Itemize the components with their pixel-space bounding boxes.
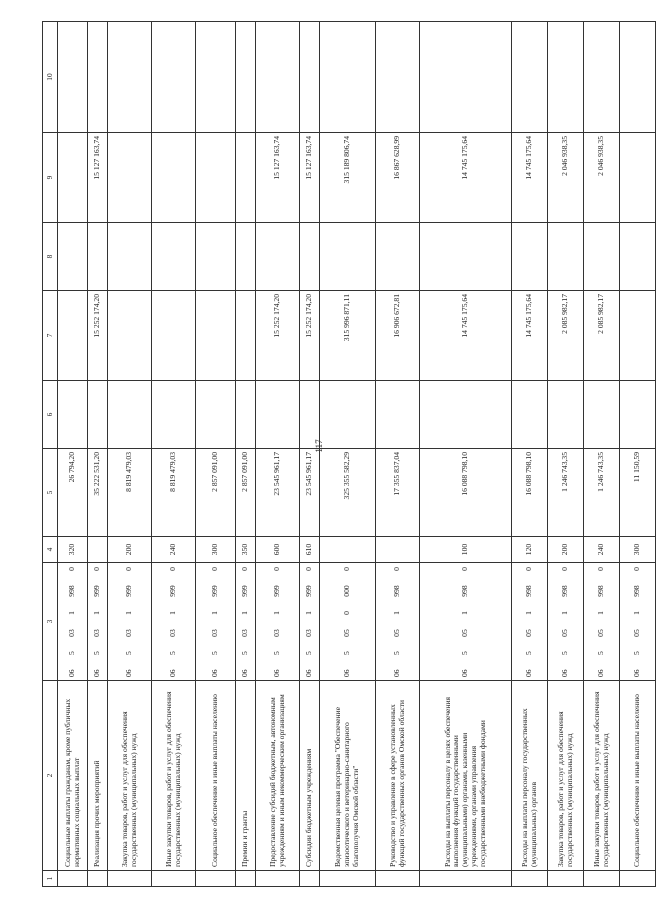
row-code-cell — [196, 563, 236, 681]
code-part: 5 — [168, 651, 178, 656]
code-part: 06 — [240, 669, 250, 677]
code-part: 999 — [92, 585, 102, 597]
row-col6-cell — [376, 381, 420, 449]
header-cell-3: 3 — [43, 563, 58, 681]
row-col7-cell — [108, 291, 152, 381]
row-col6-cell — [300, 381, 320, 449]
row-col10-cell — [58, 22, 88, 133]
code-part: 03 — [240, 629, 250, 637]
row-name-cell: Закупка товаров, работ и услуг для обеспечения государственных (муниципальных) нужд — [548, 681, 584, 871]
row-index-cell — [376, 871, 420, 887]
code-part: 999 — [168, 585, 178, 597]
row-kvr-cell: 610 — [300, 537, 320, 563]
row-kvr-cell — [88, 537, 108, 563]
classification-codes — [597, 563, 606, 680]
code-part: 5 — [304, 651, 314, 656]
row-name-cell: Иные закупки товаров, работ и услуг для обеспечения государственных (муниципальных) нужд — [584, 681, 620, 871]
row-col9-cell — [620, 133, 656, 223]
row-kvr-cell: 120 — [512, 537, 548, 563]
row-col9-cell: 15 127 163,74 — [300, 133, 320, 223]
row-code-cell — [88, 563, 108, 681]
table-row — [108, 22, 152, 887]
row-kvr-cell: 240 — [152, 537, 196, 563]
row-col9-cell: 15 127 163,74 — [256, 133, 300, 223]
row-kvr-cell: 320 — [58, 537, 88, 563]
code-part: 5 — [124, 651, 134, 656]
row-kvr-cell: 200 — [108, 537, 152, 563]
row-col10-cell — [420, 22, 512, 133]
row-col7-cell: 15 252 174,20 — [256, 291, 300, 381]
code-part: 998 — [596, 585, 606, 597]
code-part: 0 — [124, 567, 134, 571]
header-cell-7: 7 — [43, 291, 58, 381]
row-col9-cell — [58, 133, 88, 223]
code-part: 05 — [632, 629, 642, 637]
code-part: 05 — [342, 629, 352, 637]
row-col8-cell — [420, 223, 512, 291]
code-part: 0 — [524, 567, 534, 571]
code-part: 03 — [92, 629, 102, 637]
code-part: 0 — [67, 567, 77, 571]
code-part: 0 — [632, 567, 642, 571]
row-index-cell — [548, 871, 584, 887]
row-col8-cell — [196, 223, 236, 291]
code-part: 0 — [392, 567, 402, 571]
row-col5-cell: 16 088 798,10 — [420, 449, 512, 537]
code-part: 05 — [524, 629, 534, 637]
row-col9-cell: 14 745 175,64 — [420, 133, 512, 223]
code-part: 0 — [240, 567, 250, 571]
header-cell-4: 4 — [43, 537, 58, 563]
row-col5-cell: 23 545 961,17 — [256, 449, 300, 537]
code-part: 5 — [524, 651, 534, 656]
row-kvr-cell: 350 — [236, 537, 256, 563]
code-part: 05 — [460, 629, 470, 637]
row-col10-cell — [300, 22, 320, 133]
row-name-cell: Социальные выплаты гражданам, кроме публичных нормативных социальных выплат — [58, 681, 88, 871]
code-part: 03 — [168, 629, 178, 637]
code-part: 06 — [392, 669, 402, 677]
row-index-cell — [236, 871, 256, 887]
row-index-cell — [196, 871, 236, 887]
row-col7-cell: 16 906 672,81 — [376, 291, 420, 381]
row-code-cell — [58, 563, 88, 681]
row-col9-cell — [108, 133, 152, 223]
code-part: 0 — [342, 611, 352, 615]
row-col9-cell: 14 745 175,64 — [512, 133, 548, 223]
table-row — [236, 22, 256, 887]
row-col6-cell — [152, 381, 196, 449]
row-name-cell: Иные закупки товаров, работ и услуг для обеспечения государственных (муниципальных) нужд — [152, 681, 196, 871]
code-part: 06 — [124, 669, 134, 677]
row-index-cell — [108, 871, 152, 887]
table-rotation-frame — [42, 22, 642, 887]
row-col10-cell — [320, 22, 376, 133]
table-row — [58, 22, 88, 887]
row-index-cell — [620, 871, 656, 887]
code-part: 06 — [272, 669, 282, 677]
header-cell-9: 9 — [43, 133, 58, 223]
code-part: 06 — [304, 669, 314, 677]
code-part: 999 — [240, 585, 250, 597]
row-name-cell: Расходы на выплаты персоналу в целях обеспечения выполнения функций государственными (муниципальными) органами, казенными учреждениями, органами управления государственными внебюджетными фондами — [420, 681, 512, 871]
code-part: 1 — [67, 611, 77, 615]
row-col5-cell: 1 246 743,35 — [584, 449, 620, 537]
classification-codes — [561, 563, 570, 680]
row-col6-cell — [88, 381, 108, 449]
row-index-cell — [584, 871, 620, 887]
row-col5-cell: 23 545 961,17 — [300, 449, 320, 537]
row-index-cell — [256, 871, 300, 887]
table-row — [512, 22, 548, 887]
row-col7-cell: 2 085 982,17 — [548, 291, 584, 381]
row-name-cell: Социальное обеспечение и иные выплаты населению — [620, 681, 656, 871]
code-part: 5 — [392, 651, 402, 656]
classification-codes — [633, 563, 642, 680]
row-col8-cell — [584, 223, 620, 291]
code-part: 06 — [342, 669, 352, 677]
header-cell-5: 5 — [43, 449, 58, 537]
code-part: 5 — [272, 651, 282, 656]
row-code-cell — [320, 563, 376, 681]
row-col5-cell: 35 222 531,20 — [88, 449, 108, 537]
table-row — [88, 22, 108, 887]
row-name-cell: Реализация прочих мероприятий — [88, 681, 108, 871]
code-part: 1 — [240, 611, 250, 615]
row-name-cell: Расходы на выплаты персоналу государственных (муниципальных) органов — [512, 681, 548, 871]
code-part: 1 — [632, 611, 642, 615]
classification-codes — [305, 563, 314, 680]
row-code-cell — [420, 563, 512, 681]
row-name-cell: Руководство и управление в сфере установленных функций государственных органов Омской области — [376, 681, 420, 871]
row-code-cell — [584, 563, 620, 681]
code-part: 0 — [304, 567, 314, 571]
row-col10-cell — [152, 22, 196, 133]
code-part: 1 — [560, 611, 570, 615]
classification-codes — [68, 563, 77, 680]
row-index-cell — [512, 871, 548, 887]
row-kvr-cell: 600 — [256, 537, 300, 563]
row-col8-cell — [152, 223, 196, 291]
code-part: 1 — [92, 611, 102, 615]
row-col10-cell — [376, 22, 420, 133]
table-row — [376, 22, 420, 887]
classification-codes — [211, 563, 220, 680]
code-part: 998 — [632, 585, 642, 597]
row-index-cell — [320, 871, 376, 887]
code-part: 998 — [524, 585, 534, 597]
row-col7-cell: 2 085 982,17 — [584, 291, 620, 381]
row-code-cell — [512, 563, 548, 681]
budget-table — [42, 21, 656, 887]
row-index-cell — [58, 871, 88, 887]
classification-codes — [461, 563, 470, 680]
classification-codes — [343, 563, 352, 680]
code-part: 03 — [210, 629, 220, 637]
code-part: 1 — [168, 611, 178, 615]
code-part: 06 — [168, 669, 178, 677]
code-part: 0 — [560, 567, 570, 571]
code-part: 06 — [67, 669, 77, 677]
header-cell-8: 8 — [43, 223, 58, 291]
code-part: 000 — [342, 585, 352, 597]
code-part: 0 — [342, 567, 352, 571]
row-col8-cell — [300, 223, 320, 291]
code-part: 998 — [560, 585, 570, 597]
row-kvr-cell: 240 — [584, 537, 620, 563]
row-kvr-cell: 100 — [420, 537, 512, 563]
row-col7-cell: 14 745 175,64 — [420, 291, 512, 381]
row-col10-cell — [620, 22, 656, 133]
row-col5-cell: 325 355 582,29 — [320, 449, 376, 537]
code-part: 06 — [460, 669, 470, 677]
row-kvr-cell: 300 — [196, 537, 236, 563]
row-col9-cell: 315 189 806,74 — [320, 133, 376, 223]
header-cell-10: 10 — [43, 22, 58, 133]
row-col5-cell: 1 246 743,35 — [548, 449, 584, 537]
row-code-cell — [256, 563, 300, 681]
row-col6-cell — [256, 381, 300, 449]
row-col5-cell: 11 150,59 — [620, 449, 656, 537]
row-col8-cell — [548, 223, 584, 291]
row-col10-cell — [512, 22, 548, 133]
code-part: 03 — [272, 629, 282, 637]
row-col8-cell — [58, 223, 88, 291]
code-part: 03 — [124, 629, 134, 637]
row-col10-cell — [88, 22, 108, 133]
code-part: 0 — [92, 567, 102, 571]
code-part: 998 — [67, 585, 77, 597]
row-index-cell — [300, 871, 320, 887]
row-code-cell — [152, 563, 196, 681]
row-index-cell — [152, 871, 196, 887]
code-part: 05 — [596, 629, 606, 637]
row-col5-cell: 2 857 091,00 — [196, 449, 236, 537]
row-col8-cell — [512, 223, 548, 291]
row-code-cell — [300, 563, 320, 681]
row-name-cell: Закупка товаров, работ и услуг для обеспечения государственных (муниципальных) нужд — [108, 681, 152, 871]
row-col8-cell — [108, 223, 152, 291]
code-part: 03 — [304, 629, 314, 637]
row-col9-cell — [152, 133, 196, 223]
row-code-cell — [236, 563, 256, 681]
classification-codes — [525, 563, 534, 680]
code-part: 06 — [560, 669, 570, 677]
code-part: 999 — [272, 585, 282, 597]
row-col6-cell — [512, 381, 548, 449]
row-code-cell — [376, 563, 420, 681]
code-part: 999 — [304, 585, 314, 597]
row-col7-cell — [58, 291, 88, 381]
row-kvr-cell: 300 — [620, 537, 656, 563]
row-kvr-cell — [376, 537, 420, 563]
table-row — [620, 22, 656, 887]
row-name-cell: Социальное обеспечение и иные выплаты населению — [196, 681, 236, 871]
row-col9-cell: 2 046 938,35 — [548, 133, 584, 223]
row-col9-cell: 15 127 163,74 — [88, 133, 108, 223]
code-part: 06 — [596, 669, 606, 677]
row-col9-cell: 16 867 628,99 — [376, 133, 420, 223]
row-kvr-cell — [320, 537, 376, 563]
row-col7-cell: 15 252 174,20 — [300, 291, 320, 381]
code-part: 06 — [210, 669, 220, 677]
code-part: 5 — [67, 651, 77, 656]
row-col6-cell — [420, 381, 512, 449]
row-col10-cell — [236, 22, 256, 133]
row-col6-cell — [548, 381, 584, 449]
row-col8-cell — [256, 223, 300, 291]
page-number: 117 — [314, 439, 324, 453]
table-row — [256, 22, 300, 887]
row-index-cell — [88, 871, 108, 887]
header-cell-6: 6 — [43, 381, 58, 449]
code-part: 5 — [92, 651, 102, 656]
row-code-cell — [108, 563, 152, 681]
code-part: 0 — [168, 567, 178, 571]
row-col5-cell: 26 794,20 — [58, 449, 88, 537]
row-col10-cell — [548, 22, 584, 133]
row-code-cell — [620, 563, 656, 681]
table-row — [320, 22, 376, 887]
header-cell-2: 2 — [43, 681, 58, 871]
code-part: 999 — [124, 585, 134, 597]
row-col7-cell: 315 996 871,11 — [320, 291, 376, 381]
table-row — [584, 22, 620, 887]
row-col10-cell — [584, 22, 620, 133]
row-col6-cell — [58, 381, 88, 449]
row-name-cell: Субсидии бюджетным учреждениям — [300, 681, 320, 871]
classification-codes — [169, 563, 178, 680]
header-cell-1: 1 — [43, 871, 58, 887]
code-part: 0 — [596, 567, 606, 571]
row-col7-cell — [620, 291, 656, 381]
row-col6-cell — [584, 381, 620, 449]
table-row — [300, 22, 320, 887]
classification-codes — [93, 563, 102, 680]
table-row — [420, 22, 512, 887]
row-col7-cell: 15 252 174,20 — [88, 291, 108, 381]
row-col9-cell — [196, 133, 236, 223]
code-part: 5 — [596, 651, 606, 656]
code-part: 5 — [460, 651, 470, 656]
table-row — [152, 22, 196, 887]
table-row — [548, 22, 584, 887]
code-part: 1 — [460, 611, 470, 615]
row-col8-cell — [88, 223, 108, 291]
code-part: 5 — [560, 651, 570, 656]
code-part: 998 — [392, 585, 402, 597]
classification-codes — [393, 563, 402, 680]
row-name-cell: Премии и гранты — [236, 681, 256, 871]
row-col6-cell — [620, 381, 656, 449]
row-col8-cell — [376, 223, 420, 291]
code-part: 0 — [272, 567, 282, 571]
code-part: 1 — [272, 611, 282, 615]
code-part: 1 — [392, 611, 402, 615]
row-code-cell — [548, 563, 584, 681]
row-col10-cell — [256, 22, 300, 133]
row-col5-cell: 2 857 091,00 — [236, 449, 256, 537]
row-col8-cell — [236, 223, 256, 291]
row-col8-cell — [620, 223, 656, 291]
code-part: 06 — [92, 669, 102, 677]
table-body — [58, 22, 656, 887]
row-col7-cell: 14 745 175,64 — [512, 291, 548, 381]
code-part: 0 — [210, 567, 220, 571]
row-col5-cell: 16 088 798,10 — [512, 449, 548, 537]
code-part: 5 — [342, 651, 352, 656]
code-part: 1 — [524, 611, 534, 615]
row-col9-cell: 2 046 938,35 — [584, 133, 620, 223]
row-col7-cell — [236, 291, 256, 381]
row-col7-cell — [152, 291, 196, 381]
row-col6-cell — [196, 381, 236, 449]
code-part: 03 — [67, 629, 77, 637]
classification-codes — [273, 563, 282, 680]
row-col6-cell — [108, 381, 152, 449]
code-part: 06 — [632, 669, 642, 677]
row-name-cell: Ведомственная целевая программа "Обеспечение эпизоотического и ветеринарно-санитарного благополучия Омской области" — [320, 681, 376, 871]
code-part: 06 — [524, 669, 534, 677]
code-part: 5 — [210, 651, 220, 656]
classification-codes — [125, 563, 134, 680]
row-col5-cell: 8 819 479,03 — [152, 449, 196, 537]
row-col6-cell — [236, 381, 256, 449]
table-row — [196, 22, 236, 887]
row-kvr-cell: 200 — [548, 537, 584, 563]
classification-codes — [241, 563, 250, 680]
code-part: 0 — [460, 567, 470, 571]
code-part: 5 — [632, 651, 642, 656]
header-row — [43, 22, 58, 887]
row-col5-cell: 17 355 837,04 — [376, 449, 420, 537]
row-col7-cell — [196, 291, 236, 381]
row-index-cell — [420, 871, 512, 887]
budget-table-wrapper — [42, 22, 642, 887]
code-part: 05 — [560, 629, 570, 637]
row-col10-cell — [196, 22, 236, 133]
code-part: 1 — [124, 611, 134, 615]
row-col8-cell — [320, 223, 376, 291]
code-part: 998 — [460, 585, 470, 597]
row-col10-cell — [108, 22, 152, 133]
code-part: 999 — [210, 585, 220, 597]
code-part: 1 — [304, 611, 314, 615]
code-part: 05 — [392, 629, 402, 637]
row-name-cell: Предоставление субсидий бюджетным, автономным учреждениям и иным некоммерческим организациям — [256, 681, 300, 871]
code-part: 5 — [240, 651, 250, 656]
row-col9-cell — [236, 133, 256, 223]
row-col5-cell: 8 819 479,03 — [108, 449, 152, 537]
row-col6-cell — [320, 381, 376, 449]
code-part: 1 — [210, 611, 220, 615]
code-part: 1 — [596, 611, 606, 615]
